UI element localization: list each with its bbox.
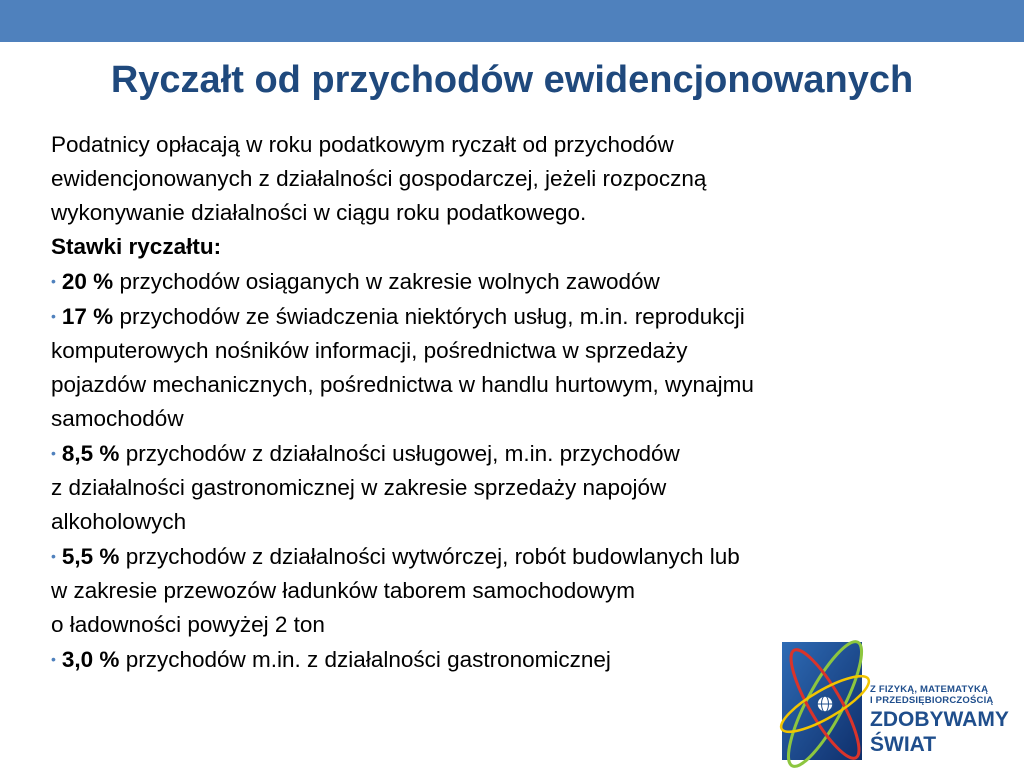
rate-description: przychodów z działalności wytwórczej, robót budowlanych lub [125,544,740,569]
rate-value: 17 % [61,304,114,329]
rate-item [51,436,971,471]
rate-value: 3,0 % [61,647,120,672]
rate-value: 20 % [61,269,114,294]
rate-description-line: samochodów [51,406,184,431]
rate-description: przychodów m.in. z działalności gastronomicznej [125,647,611,672]
bullet-dot-icon: • [51,445,56,461]
rate-description-line: alkoholowych [51,509,187,534]
logo-line: ŚWIAT [870,733,937,756]
logo-line: Z FIZYKĄ, MATEMATYKĄ [870,684,989,695]
rate-description-line: o ładowności powyżej 2 ton [51,612,325,637]
bullet-dot-icon: • [51,308,56,324]
slide-title: Ryczałt od przychodów ewidencjonowanych [110,59,914,101]
rate-item [51,539,971,574]
rate-description-line: komputerowych nośników informacji, pośrednictwa w sprzedaży [51,338,688,363]
rate-description: przychodów osiąganych w zakresie wolnych zawodów [119,269,660,294]
intro-line: wykonywanie działalności w ciągu roku podatkowego. [51,200,587,225]
bullet-dot-icon: • [51,273,56,289]
rate-value: 5,5 % [61,544,120,569]
top-color-band [0,0,1024,42]
rate-description: przychodów ze świadczenia niektórych usług, m.in. reprodukcji [119,304,745,329]
logo-line: ZDOBYWAMY [870,708,1009,731]
rate-value: 8,5 % [61,441,120,466]
rate-description-line: w zakresie przewozów ładunków taborem samochodowym [51,578,636,603]
logo-line: I PRZEDSIĘBIORCZOŚCIĄ [870,695,994,706]
intro-line: ewidencjonowanych z działalności gospodarczej, jeżeli rozpoczną [51,166,707,191]
intro-line: Podatnicy opłacają w roku podatkowym ryczałt od przychodów [51,132,674,157]
rate-item [51,299,971,334]
rate-description-line: z działalności gastronomicznej w zakresie sprzedaży napojów [51,475,667,500]
logo-text [870,684,1009,756]
slide-body [51,128,971,677]
rates-heading: Stawki ryczałtu: [51,234,222,259]
bullet-dot-icon: • [51,651,56,667]
rate-item [51,264,971,299]
bullet-dot-icon: • [51,548,56,564]
rate-description: przychodów z działalności usługowej, m.in. przychodów [125,441,680,466]
project-logo [770,622,1024,768]
rate-description-line: pojazdów mechanicznych, pośrednictwa w handlu hurtowym, wynajmu [51,372,754,397]
